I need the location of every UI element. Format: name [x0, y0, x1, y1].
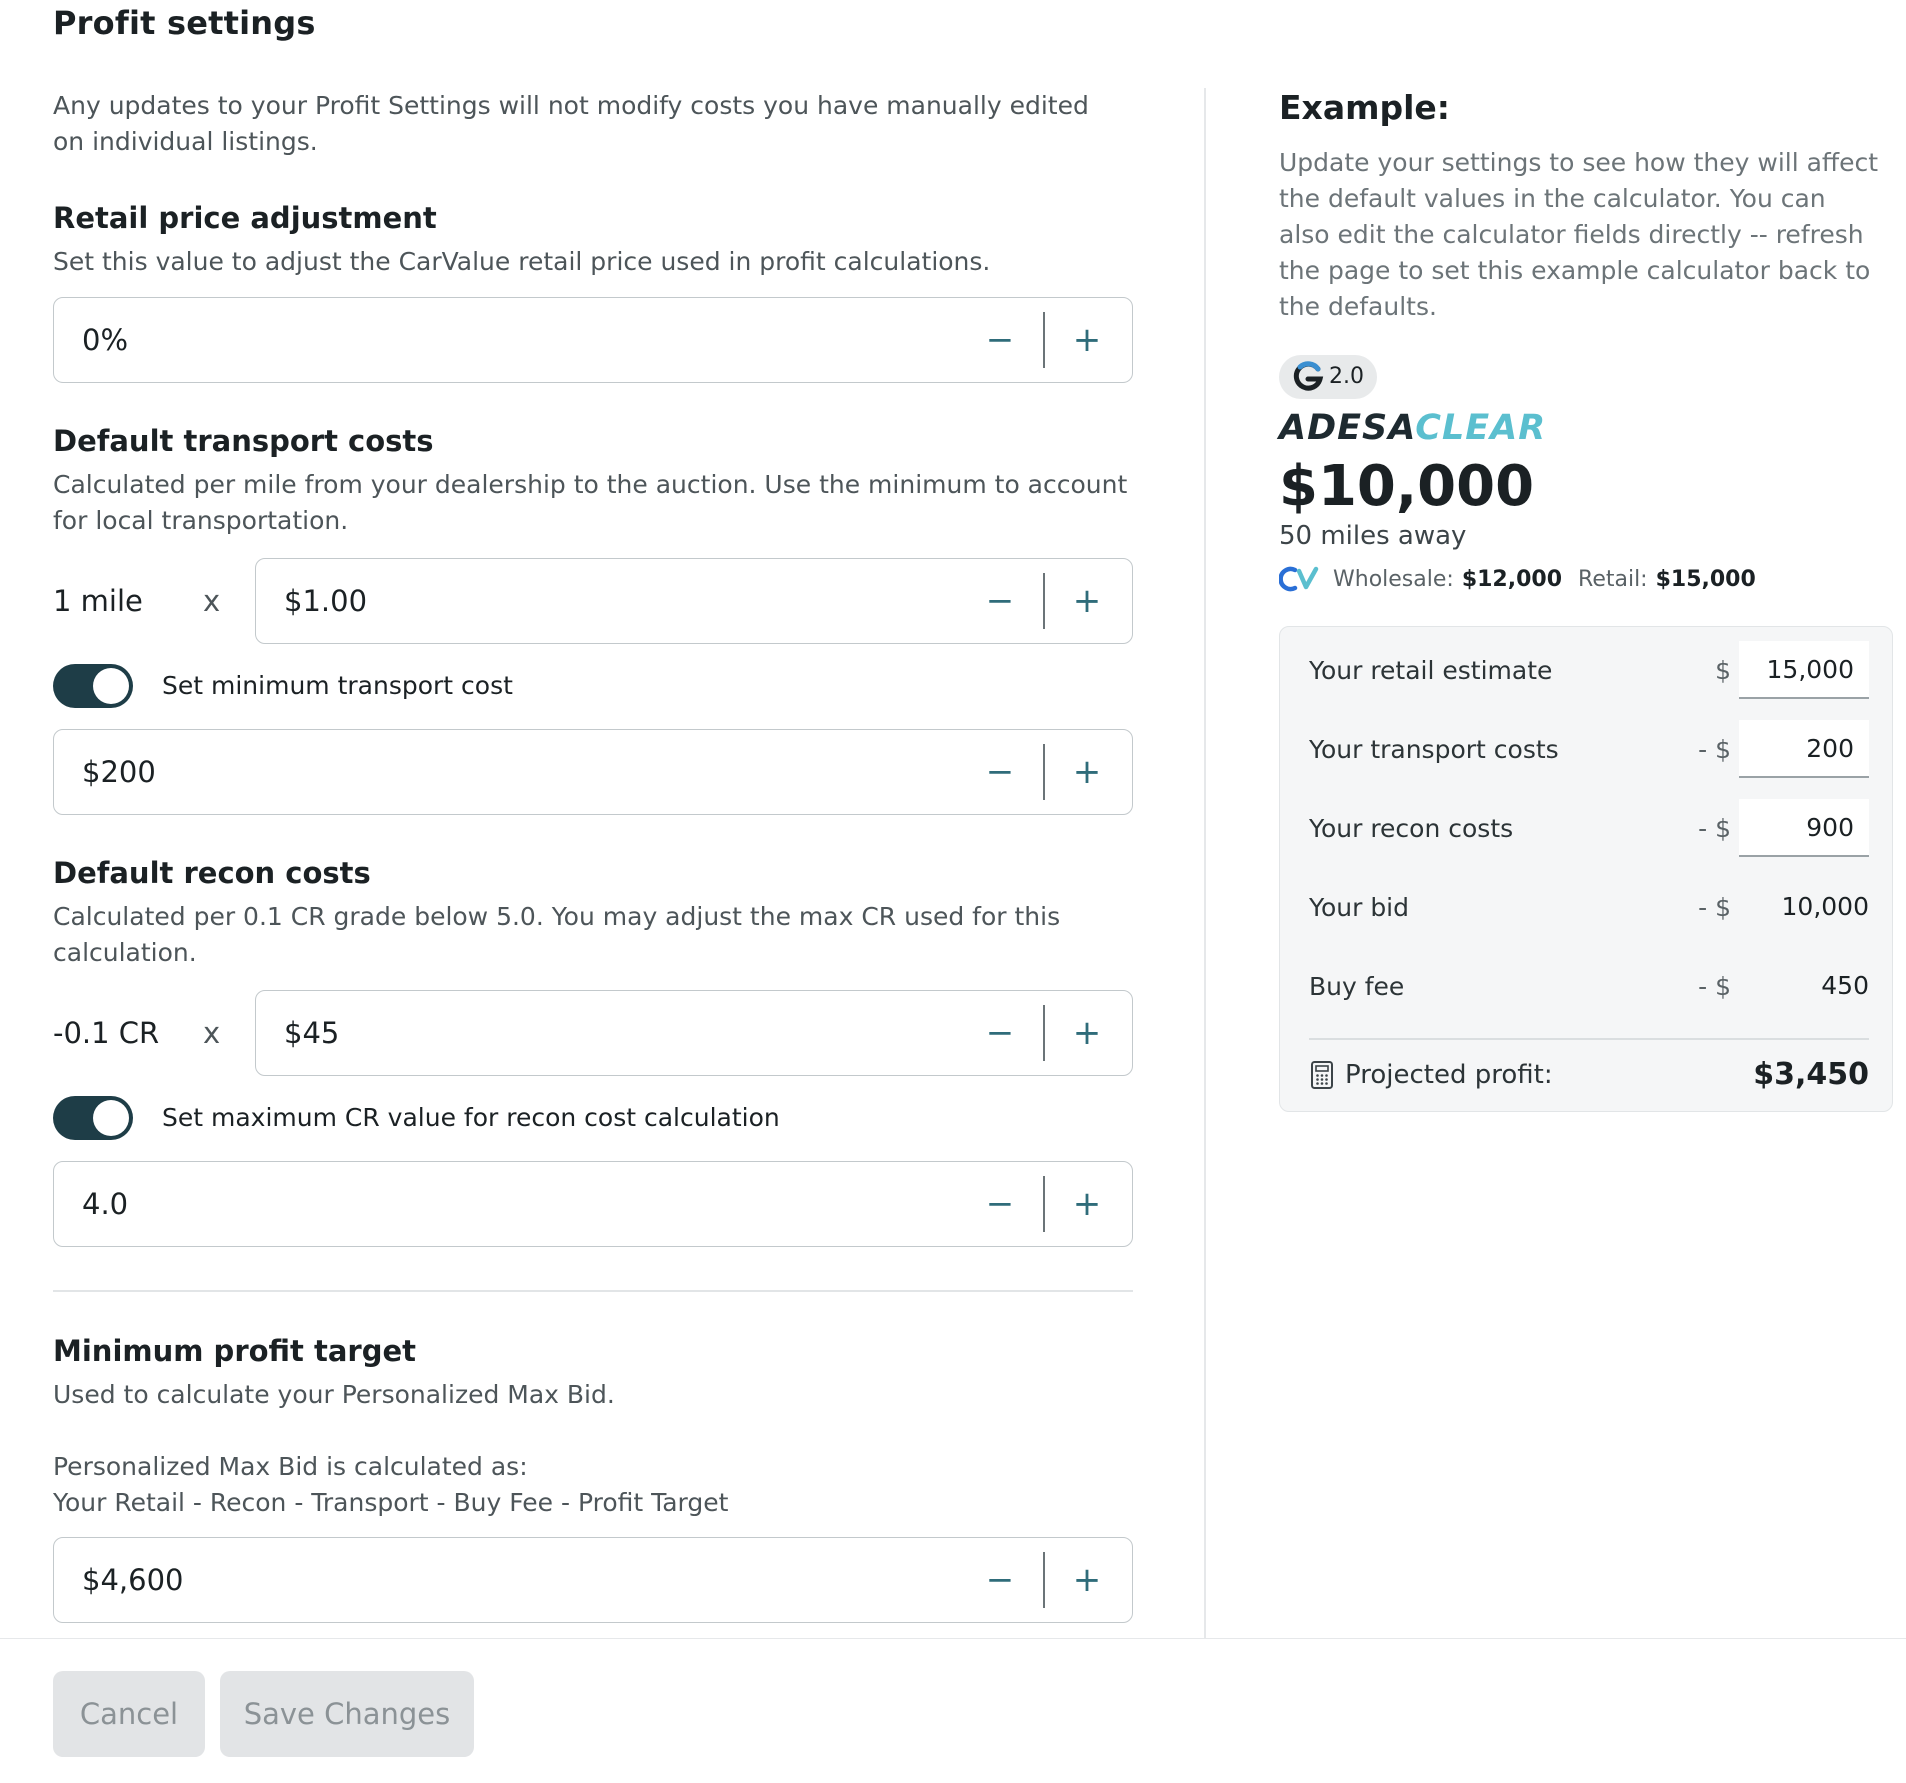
recon-per-grade-stepper [255, 990, 1133, 1076]
calc-transport-input[interactable]: 200 [1739, 720, 1869, 778]
retail-increment-button[interactable]: + [1072, 320, 1102, 360]
column-divider [1204, 88, 1206, 1638]
min-transport-toggle[interactable] [53, 664, 133, 708]
calc-bid-value: 10,000 [1781, 892, 1869, 921]
calc-recon-input[interactable]: 900 [1739, 799, 1869, 857]
example-title: Example: [1279, 88, 1450, 127]
max-cr-decrement-button[interactable]: − [985, 1184, 1015, 1224]
section-divider [53, 1290, 1133, 1292]
example-price: $10,000 [1279, 454, 1535, 519]
condition-grade-value: 2.0 [1329, 364, 1364, 389]
projected-profit-label: Projected profit: [1345, 1060, 1553, 1090]
profit-target-decrement-button[interactable]: − [985, 1560, 1015, 1600]
retail-adjustment-title: Retail price adjustment [53, 201, 437, 235]
calc-row-label: Buy fee [1309, 972, 1405, 1001]
retail-value: $15,000 [1655, 566, 1756, 592]
calc-row-bid [1309, 878, 1869, 938]
transport-unit-label: 1 mile [53, 584, 143, 618]
min-transport-stepper [53, 729, 1133, 815]
transport-decrement-button[interactable]: − [985, 581, 1015, 621]
toggle-knob [93, 668, 129, 704]
calculator-icon [1309, 1060, 1335, 1090]
example-calculator [1279, 626, 1893, 1112]
recon-costs-title: Default recon costs [53, 856, 371, 890]
recon-per-grade-value[interactable]: $45 [284, 1016, 340, 1050]
transport-costs-title: Default transport costs [53, 424, 434, 458]
profit-target-value[interactable]: $4,600 [82, 1563, 184, 1597]
min-transport-toggle-label: Set minimum transport cost [162, 671, 513, 700]
calc-row-projected-profit [1309, 1045, 1869, 1105]
max-cr-toggle-label: Set maximum CR value for recon cost calculation [162, 1103, 780, 1132]
min-transport-decrement-button[interactable]: − [985, 752, 1015, 792]
profit-target-title: Minimum profit target [53, 1334, 417, 1368]
carvalue-icon [1279, 565, 1319, 593]
retail-adjustment-desc: Set this value to adjust the CarValue retail price used in profit calculations. [53, 247, 991, 276]
recon-unit-label: -0.1 CR [53, 1016, 160, 1050]
max-cr-increment-button[interactable]: + [1072, 1184, 1102, 1224]
calc-row-label: Your transport costs [1309, 735, 1559, 764]
calc-row-retail [1309, 641, 1869, 701]
calc-row-symbol: - $ [1698, 735, 1731, 764]
max-cr-stepper [53, 1161, 1133, 1247]
max-bid-formula-intro: Personalized Max Bid is calculated as: [53, 1452, 528, 1481]
projected-profit-value: $3,450 [1753, 1057, 1869, 1092]
recon-costs-desc: Calculated per 0.1 CR grade below 5.0. You may adjust the max CR used for this calculation. [53, 902, 1061, 967]
recon-decrement-button[interactable]: − [985, 1013, 1015, 1053]
calc-row-label: Your bid [1309, 893, 1409, 922]
max-bid-formula: Your Retail - Recon - Transport - Buy Fee - Profit Target [53, 1488, 729, 1517]
retail-adjustment-value[interactable]: 0% [82, 323, 129, 357]
retail-label: Retail: [1578, 566, 1648, 592]
transport-multiply-sign: x [203, 584, 221, 618]
min-transport-value[interactable]: $200 [82, 755, 156, 789]
calc-row-recon [1309, 799, 1869, 859]
brand-adesa: ADESA [1279, 408, 1416, 448]
transport-per-mile-stepper [255, 558, 1133, 644]
calc-row-symbol: - $ [1698, 814, 1731, 843]
recon-multiply-sign: x [203, 1016, 221, 1050]
example-distance: 50 miles away [1279, 521, 1467, 551]
save-changes-button[interactable]: Save Changes [220, 1671, 474, 1757]
recon-increment-button[interactable]: + [1072, 1013, 1102, 1053]
transport-increment-button[interactable]: + [1072, 581, 1102, 621]
carvalue-line [1279, 564, 1772, 594]
profit-target-stepper [53, 1537, 1133, 1623]
toggle-knob [93, 1100, 129, 1136]
cancel-button[interactable]: Cancel [53, 1671, 205, 1757]
calc-row-buy-fee [1309, 957, 1869, 1017]
transport-per-mile-value[interactable]: $1.00 [284, 584, 368, 618]
grade-logo-icon [1291, 360, 1325, 394]
max-cr-toggle[interactable] [53, 1096, 133, 1140]
wholesale-label: Wholesale: [1333, 566, 1454, 592]
intro-text: Any updates to your Profit Settings will not modify costs you have manually edited on individual listings. [53, 91, 1089, 156]
calc-row-label: Your retail estimate [1309, 656, 1553, 685]
page-title: Profit settings [53, 4, 316, 42]
retail-adjustment-stepper [53, 297, 1133, 383]
transport-costs-desc: Calculated per mile from your dealership to the auction. Use the minimum to account for local transportation. [53, 470, 1128, 535]
max-cr-value[interactable]: 4.0 [82, 1187, 129, 1221]
profit-target-increment-button[interactable]: + [1072, 1560, 1102, 1600]
calc-row-symbol: - $ [1698, 972, 1731, 1001]
profit-target-desc: Used to calculate your Personalized Max Bid. [53, 1380, 615, 1409]
wholesale-value: $12,000 [1461, 566, 1563, 592]
example-desc: Update your settings to see how they will affect the default values in the calculator. You can also edit the calculator fields directly -- refresh the page to set this example calculator back to the defaults. [1279, 148, 1879, 321]
calc-divider [1309, 1038, 1869, 1040]
calc-row-symbol: $ [1715, 656, 1731, 685]
calc-row-symbol: - $ [1698, 893, 1731, 922]
retail-decrement-button[interactable]: − [985, 320, 1015, 360]
calc-row-label: Your recon costs [1309, 814, 1514, 843]
calc-buy-fee-value: 450 [1821, 971, 1869, 1000]
brand-clear: CLEAR [1415, 408, 1547, 448]
condition-grade-badge [1279, 355, 1377, 399]
footer-bar [0, 1638, 1906, 1783]
calc-retail-input[interactable]: 15,000 [1739, 641, 1869, 699]
min-transport-increment-button[interactable]: + [1072, 752, 1102, 792]
adesa-clear-logo [1279, 408, 1546, 448]
calc-row-transport [1309, 720, 1869, 780]
